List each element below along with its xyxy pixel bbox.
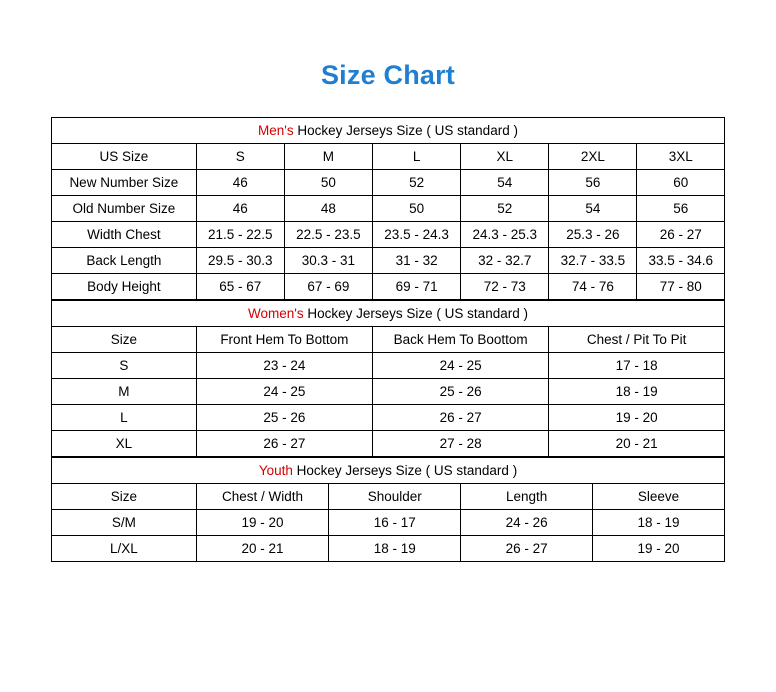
womens-row-1-cell-1: 24 - 25 [196,379,372,405]
table-row [52,431,725,457]
womens-header-row [52,327,725,353]
mens-row-1-label: Old Number Size [52,196,197,222]
mens-banner-cell [52,118,725,144]
mens-row-2-cell-2: 22.5 - 23.5 [284,222,372,248]
youth-size-table [51,457,725,562]
youth-row-1-cell-3: 26 - 27 [461,536,593,562]
youth-banner-rest: Hockey Jerseys Size ( US standard ) [292,463,518,478]
mens-row-2-label: Width Chest [52,222,197,248]
youth-row-0-cell-2: 16 - 17 [329,510,461,536]
womens-row-1-cell-2: 25 - 26 [373,379,549,405]
womens-row-1-label: M [52,379,197,405]
youth-row-1-cell-4: 19 - 20 [593,536,725,562]
womens-header-cell-3: Chest / Pit To Pit [549,327,725,353]
youth-banner-accent: Youth [258,463,293,478]
table-row [52,405,725,431]
table-row [52,170,725,196]
womens-header-cell-1: Front Hem To Bottom [196,327,372,353]
mens-header-cell-6: 3XL [637,144,725,170]
youth-row-0-cell-1: 19 - 20 [196,510,329,536]
table-row [52,353,725,379]
mens-row-3-cell-5: 32.7 - 33.5 [549,248,637,274]
mens-size-table [51,117,725,300]
mens-header-cell-1: S [196,144,284,170]
mens-header-cell-4: XL [461,144,549,170]
youth-row-1-cell-1: 20 - 21 [196,536,329,562]
womens-row-1-cell-3: 18 - 19 [549,379,725,405]
table-row [52,248,725,274]
youth-header-cell-0: Size [52,484,197,510]
mens-header-cell-5: 2XL [549,144,637,170]
mens-row-4-cell-6: 77 - 80 [637,274,725,300]
mens-row-4-label: Body Height [52,274,197,300]
womens-banner-rest: Hockey Jerseys Size ( US standard ) [303,306,528,321]
mens-row-2-cell-1: 21.5 - 22.5 [196,222,284,248]
mens-row-4-cell-3: 69 - 71 [373,274,461,300]
mens-row-4-cell-5: 74 - 76 [549,274,637,300]
mens-row-3-label: Back Length [52,248,197,274]
table-row [52,536,725,562]
youth-header-cell-2: Shoulder [329,484,461,510]
womens-row-3-label: XL [52,431,197,457]
womens-section-banner [52,301,725,327]
mens-row-1-cell-1: 46 [196,196,284,222]
mens-banner-accent: Men's [258,123,294,138]
womens-row-0-label: S [52,353,197,379]
womens-row-3-cell-1: 26 - 27 [196,431,372,457]
youth-row-1-label: L/XL [52,536,197,562]
youth-row-1-cell-2: 18 - 19 [329,536,461,562]
youth-row-0-label: S/M [52,510,197,536]
womens-header-cell-2: Back Hem To Boottom [373,327,549,353]
youth-header-cell-1: Chest / Width [196,484,329,510]
youth-row-0-cell-3: 24 - 26 [461,510,593,536]
mens-row-0-cell-3: 52 [373,170,461,196]
mens-row-0-cell-1: 46 [196,170,284,196]
table-row [52,510,725,536]
mens-header-row [52,144,725,170]
size-tables-container [51,117,725,562]
womens-row-3-cell-3: 20 - 21 [549,431,725,457]
mens-row-4-cell-1: 65 - 67 [196,274,284,300]
mens-row-0-cell-4: 54 [461,170,549,196]
mens-row-3-cell-1: 29.5 - 30.3 [196,248,284,274]
mens-row-1-cell-3: 50 [373,196,461,222]
mens-row-2-cell-3: 23.5 - 24.3 [373,222,461,248]
mens-row-0-cell-5: 56 [549,170,637,196]
mens-banner-rest: Hockey Jerseys Size ( US standard ) [293,123,518,138]
womens-row-0-cell-1: 23 - 24 [196,353,372,379]
youth-header-cell-4: Sleeve [593,484,725,510]
mens-row-1-cell-2: 48 [284,196,372,222]
mens-header-cell-2: M [284,144,372,170]
mens-section-banner [52,118,725,144]
mens-row-2-cell-4: 24.3 - 25.3 [461,222,549,248]
womens-row-2-cell-1: 25 - 26 [196,405,372,431]
youth-header-row [52,484,725,510]
womens-row-0-cell-2: 24 - 25 [373,353,549,379]
womens-row-0-cell-3: 17 - 18 [549,353,725,379]
youth-section-banner [52,458,725,484]
mens-header-cell-3: L [373,144,461,170]
table-row [52,222,725,248]
mens-row-0-cell-2: 50 [284,170,372,196]
youth-banner-cell [52,458,725,484]
mens-row-2-cell-5: 25.3 - 26 [549,222,637,248]
mens-row-3-cell-4: 32 - 32.7 [461,248,549,274]
mens-header-cell-0: US Size [52,144,197,170]
womens-header-cell-0: Size [52,327,197,353]
womens-row-2-cell-3: 19 - 20 [549,405,725,431]
mens-row-1-cell-4: 52 [461,196,549,222]
table-row [52,379,725,405]
womens-row-2-cell-2: 26 - 27 [373,405,549,431]
mens-row-0-cell-6: 60 [637,170,725,196]
womens-row-2-label: L [52,405,197,431]
mens-row-1-cell-5: 54 [549,196,637,222]
youth-header-cell-3: Length [461,484,593,510]
mens-row-2-cell-6: 26 - 27 [637,222,725,248]
mens-row-4-cell-2: 67 - 69 [284,274,372,300]
page-title: Size Chart [320,60,456,90]
mens-row-4-cell-4: 72 - 73 [461,274,549,300]
womens-banner-accent: Women's [248,306,304,321]
mens-row-0-label: New Number Size [52,170,197,196]
table-row [52,196,725,222]
mens-row-3-cell-6: 33.5 - 34.6 [637,248,725,274]
womens-banner-cell [52,301,725,327]
table-row [52,274,725,300]
mens-row-3-cell-2: 30.3 - 31 [284,248,372,274]
mens-row-3-cell-3: 31 - 32 [373,248,461,274]
youth-row-0-cell-4: 18 - 19 [593,510,725,536]
mens-row-1-cell-6: 56 [637,196,725,222]
womens-size-table [51,300,725,457]
womens-row-3-cell-2: 27 - 28 [373,431,549,457]
